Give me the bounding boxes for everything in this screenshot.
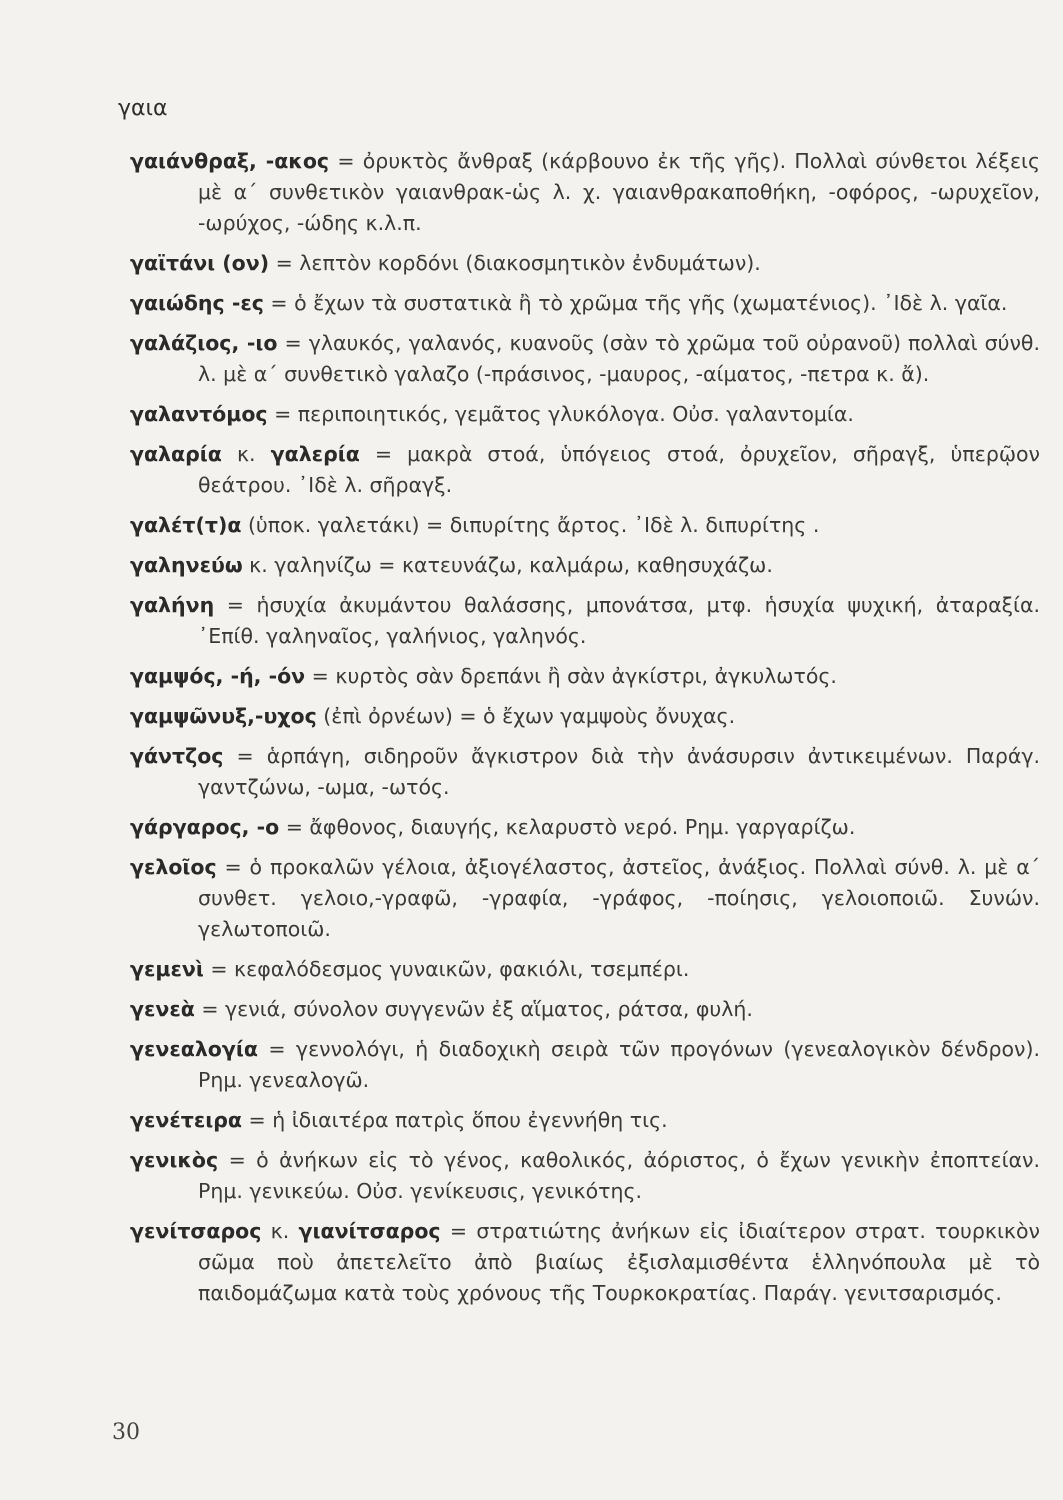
dictionary-entry <box>130 146 1040 239</box>
definition: = ὁ ἔχων τὰ συστατικὰ ἢ τὸ χρῶμα τῆς γῆς (χωματένιος). ᾽Ιδὲ λ. γαῖα. <box>263 291 1008 315</box>
connector: κ. <box>221 442 271 466</box>
headword: γαληνεύω <box>130 553 243 577</box>
definition: = ὀρυκτὸς ἄνθραξ (κάρβουνο ἐκ τῆς γῆς). Πολλαὶ σύνθετοι λέξεις μὲ α΄ συνθετικὸν γαιανθρακ-ὡς λ. χ. γαιανθρακαποθήκη, -οφόρος, -ωρυχεῖον, -ωρύχος, -ώδης κ.λ.π. <box>198 149 1040 235</box>
dictionary-entry <box>130 661 1040 692</box>
definition: = μακρὰ στοά, ὑπόγειος στοά, ὀρυχεῖον, σῆραγξ, ὑπερῷον θεάτρου. ᾽Ιδὲ λ. σῆραγξ. <box>198 442 1040 497</box>
dictionary-entry <box>130 328 1040 390</box>
definition: = ἡ ἰδιαιτέρα πατρὶς ὅπου ἐγεννήθη τις. <box>242 1108 668 1132</box>
headword: γαϊτάνι (ον) <box>130 251 270 275</box>
headword: γαιάνθραξ, -ακος <box>130 149 330 173</box>
headword: γενίτσαρος <box>130 1219 262 1243</box>
headword-variant: γιανίτσαρος <box>298 1219 441 1243</box>
definition: (ὑποκ. γαλετάκι) = διπυρίτης ἄρτος. ᾽Ιδὲ λ. διπυρίτης . <box>241 513 820 537</box>
definition: = κεφαλόδεσμος γυναικῶν, φακιόλι, τσεμπέρι. <box>203 957 690 981</box>
headword: γάντζος <box>130 744 224 768</box>
dictionary-entry <box>130 1034 1040 1096</box>
definition: = γλαυκός, γαλανός, κυανοῦς (σὰν τὸ χρῶμα τοῦ οὐρανοῦ) πολλαὶ σύνθ. λ. μὲ α΄ συνθετικὸ γαλαζο (-πράσινος, -μαυρος, -αίματος, -πετρα κ. ἄ). <box>198 331 1040 386</box>
dictionary-entry <box>130 288 1040 319</box>
page-number: 30 <box>112 1420 140 1445</box>
definition: = ὁ προκαλῶν γέλοια, ἀξιογέλαστος, ἀστεῖος, ἀνάξιος. Πολλαὶ σύνθ. λ. μὲ α΄ συνθετ. γελοιο,-γραφῶ, -γραφία, -γράφος, -ποίησις, γελοιοποιῶ. Συνών. γελωτοποιῶ. <box>198 855 1040 941</box>
headword: γενέτειρα <box>130 1108 242 1132</box>
dictionary-entry <box>130 1105 1040 1136</box>
definition: = λεπτὸν κορδόνι (διακοσμητικὸν ἐνδυμάτων). <box>269 251 761 275</box>
entry-list <box>130 146 1040 1318</box>
dictionary-entry <box>130 399 1040 430</box>
definition: (ἐπὶ ὀρνέων) = ὁ ἔχων γαμψοὺς ὄνυχας. <box>316 704 736 728</box>
dictionary-entry <box>130 1216 1040 1309</box>
definition: = ἁρπάγη, σιδηροῦν ἄγκιστρον διὰ τὴν ἀνάσυρσιν ἀντικειμένων. Παράγ. γαντζώνω, -ωμα, -ωτός. <box>198 744 1040 799</box>
headword: γαμψῶνυξ,-υχος <box>130 704 317 728</box>
headword: γαμψός, -ή, -όν <box>130 664 306 688</box>
dictionary-entry <box>130 1145 1040 1207</box>
definition: = ἡσυχία ἀκυμάντου θαλάσσης, μπονάτσα, μτφ. ἡσυχία ψυχική, ἀταραξία. ᾽Επίθ. γαληναῖος, γαλήνιος, γαληνός. <box>198 593 1040 648</box>
headword: γεμενὶ <box>130 957 204 981</box>
definition: = γενιά, σύνολον συγγενῶν ἐξ αἵματος, ράτσα, φυλή. <box>194 997 753 1021</box>
headword: γαλαντόμος <box>130 402 268 426</box>
headword: γαλήνη <box>130 593 215 617</box>
definition: = περιποιητικός, γεμᾶτος γλυκόλογα. Οὐσ. γαλαντομία. <box>267 402 854 426</box>
definition: = κυρτὸς σὰν δρεπάνι ἢ σὰν ἀγκίστρι, ἀγκυλωτός. <box>305 664 837 688</box>
headword-variant: γαλερία <box>270 442 360 466</box>
definition: κ. γαληνίζω = κατευνάζω, καλμάρω, καθησυχάζω. <box>242 553 773 577</box>
headword: γαλέτ(τ)α <box>130 513 242 537</box>
running-header: γαια <box>118 96 168 121</box>
headword: γενικὸς <box>130 1148 219 1172</box>
headword: γενεαλογία <box>130 1037 258 1061</box>
connector: κ. <box>261 1219 299 1243</box>
headword: γαλαρία <box>130 442 222 466</box>
headword: γελοῖος <box>130 855 217 879</box>
dictionary-entry <box>130 741 1040 803</box>
dictionary-entry <box>130 510 1040 541</box>
dictionary-entry <box>130 550 1040 581</box>
headword: γαλάζιος, -ιο <box>130 331 278 355</box>
definition: = ἄφθονος, διαυγής, κελαρυστὸ νερό. Ρημ. γαργαρίζω. <box>279 815 856 839</box>
definition: = γεννολόγι, ἡ διαδοχικὴ σειρὰ τῶν προγόνων (γενεαλογικὸν δένδρον). Ρημ. γενεαλογῶ. <box>198 1037 1040 1092</box>
dictionary-entry <box>130 994 1040 1025</box>
dictionary-entry <box>130 248 1040 279</box>
definition: = στρατιώτης ἀνήκων εἰς ἰδιαίτερον στρατ. τουρκικὸν σῶμα ποὺ ἀπετελεῖτο ἀπὸ βιαίως ἐξισλαμισθέντα ἑλληνόπουλα μὲ τὸ παιδομάζωμα κατὰ τοὺς χρόνους τῆς Τουρκοκρατίας. Παράγ. γενιτσαρισμός. <box>198 1219 1040 1305</box>
headword: γάργαρος, -ο <box>130 815 280 839</box>
dictionary-entry <box>130 701 1040 732</box>
dictionary-entry <box>130 812 1040 843</box>
dictionary-entry <box>130 439 1040 501</box>
dictionary-entry <box>130 852 1040 945</box>
dictionary-entry <box>130 954 1040 985</box>
dictionary-entry <box>130 590 1040 652</box>
headword: γαιώδης -ες <box>130 291 264 315</box>
headword: γενεὰ <box>130 997 195 1021</box>
definition: = ὁ ἀνήκων εἰς τὸ γένος, καθολικός, ἀόριστος, ὁ ἔχων γενικὴν ἐποπτείαν. Ρημ. γενικεύω. Οὐσ. γενίκευσις, γενικότης. <box>198 1148 1040 1203</box>
